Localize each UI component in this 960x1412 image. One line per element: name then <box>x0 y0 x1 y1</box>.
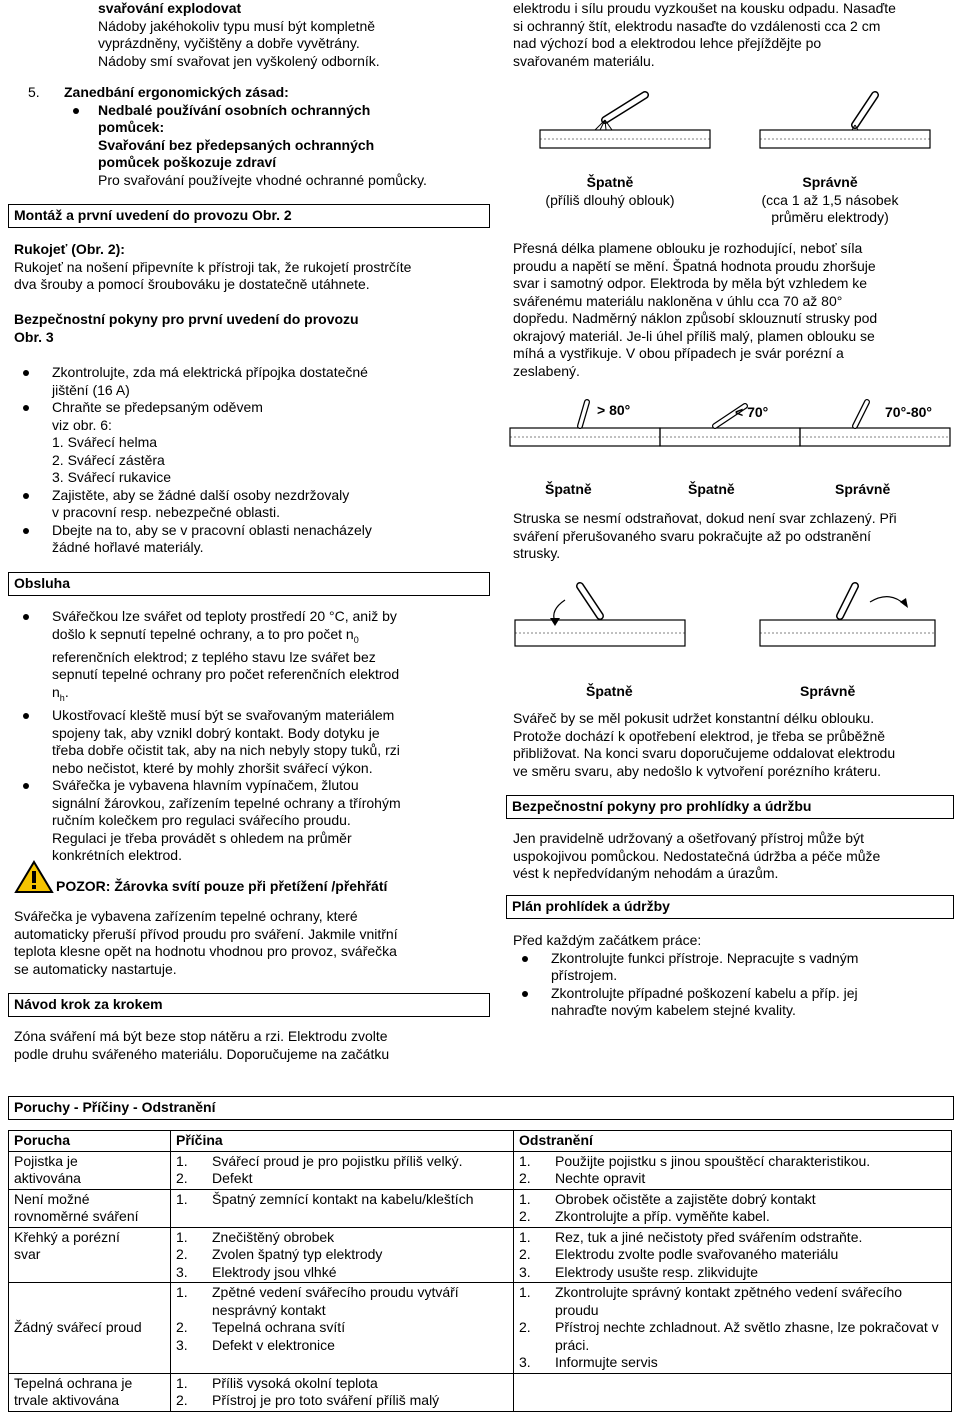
rukojet-line: Rukojeť na nošení připevníte k přístroji tak, že rukojetí prostrčíte <box>14 258 412 275</box>
fig1-wrong-label: Špatně <box>586 174 634 190</box>
cause-cell: 1. Zpětné vedení svářecího proudu vytváří nesprávný kontakt 2. Tepelná ochrana svítí 3. Defekt v elektronice <box>171 1283 514 1374</box>
obsluha-list <box>14 608 484 865</box>
bezp-heading: Obr. 3 <box>14 328 54 345</box>
thermal-line: teplota klesne opět na hodnotu vhodnou pro provoz, svářečka <box>14 943 397 959</box>
fix-cell: 1. Obrobek očistěte a zajistěte dobrý kontakt 2. Zkontrolujte a příp. vyměňte kabel. <box>514 1189 952 1227</box>
intro-line: nad výchozí bod a elektrodou lehce přejíždějte po <box>513 35 822 51</box>
top-warning-block <box>98 0 380 70</box>
ergonomics-section <box>28 84 488 189</box>
gear-item: 3. Svářecí rukavice <box>52 469 172 485</box>
col-header: Odstranění <box>514 1131 952 1152</box>
fault-cell: Tepelná ochrana je trvale aktivována <box>9 1373 171 1411</box>
warning-triangle-icon <box>14 860 54 894</box>
fault-cell: Není možné rovnoměrné sváření <box>9 1189 171 1227</box>
fault-cell: Pojistka je aktivována <box>9 1151 171 1189</box>
fig1-right-note: (cca 1 až 1,5 násobek <box>761 191 899 208</box>
fig1-right-note: průměru elektrody) <box>771 209 889 225</box>
maintenance-text: Jen pravidelně udržovaný a ošetřovaný přístroj může být uspokojivou pomůckou. Nedostatečná údržba a péče může vést k nepředvídaným nehodám a úrazům. <box>513 830 881 881</box>
weld-end-figure <box>510 580 940 660</box>
list-item: Zajistěte, aby se žádné další osoby nezdržovaly v pracovní resp. nebezpečné oblasti. <box>14 487 484 522</box>
table-header-row <box>9 1131 952 1152</box>
list-item: Zkontrolujte případné poškození kabelu a příp. jej nahraďte novým kabelem stejné kvality. <box>513 985 953 1020</box>
fig2-label: Správně <box>835 481 891 497</box>
obsluha-heading: Obsluha <box>8 572 490 596</box>
fig1-right-label: Správně <box>802 174 858 190</box>
table-row <box>9 1283 952 1374</box>
gear-list <box>52 434 484 487</box>
rukojet-heading: Rukojeť (Obr. 2): <box>14 241 125 257</box>
fig3-label: Správně <box>800 683 856 699</box>
montaz-heading: Montáž a první uvedení do provozu Obr. 2 <box>8 204 490 228</box>
ergo-bold-line: Svařování bez předepsaných ochranných <box>98 136 375 153</box>
cause-cell: 1. Svářecí proud je pro pojistku příliš velký. 2. Defekt <box>171 1151 514 1189</box>
fix-cell: 1. Použijte pojistku s jinou spouštěcí charakteristikou. 2. Nechte opravit <box>514 1151 952 1189</box>
intro-line: svařovaném materiálu. <box>513 52 655 69</box>
list-item: Dbejte na to, aby se v pracovní oblasti nenacházely žádné hořlavé materiály. <box>14 522 484 557</box>
gear-item: 1. Svářecí helma <box>52 434 158 450</box>
rukojet-section <box>14 241 484 294</box>
rukojet-line: dva šrouby a pomocí šroubováku je dostatečně utáhnete. <box>14 276 370 292</box>
faults-heading: Poruchy - Příčiny - Odstranění <box>8 1096 954 1120</box>
plan-heading: Plán prohlídek a údržby <box>506 895 954 919</box>
ergo-bullet <box>28 102 488 190</box>
obsluha-section <box>14 608 484 865</box>
list-item: Svářečkou lze svářet od teploty prostředí 20 °C, aniž by došlo k sepnutí tepelné ochrany, a to pro počet $n_0$ referenčních elektrod; z teplého stavu lze svářet bez sepnutí tepelné ochrany pro počet referenčních elektrod $n_h$. <box>14 608 484 707</box>
fig1-wrong-note: (příliš dlouhý oblouk) <box>545 191 675 208</box>
thermal-section <box>14 908 484 978</box>
arc-length-figure <box>520 90 940 170</box>
thermal-line: automaticky přeruší přívod proudu pro sváření. Jakmile vnitřní <box>14 925 398 942</box>
fix-cell <box>514 1373 952 1411</box>
fix-cell: 1. Rez, tuk a jiné nečistoty před svářením odstraňte. 2. Elektrodu zvolte podle svařovaného materiálu 3. Elektrody usušte resp. zlikvidujte <box>514 1227 952 1283</box>
angle-label: > 80° <box>597 402 631 418</box>
ergo-text: Pro svařování používejte vhodné ochranné pomůcky. <box>98 171 427 188</box>
plan-intro: Před každým začátkem práce: <box>513 932 702 948</box>
angle-label: 70°-80° <box>885 404 933 420</box>
thermal-line: se automaticky nastartuje. <box>14 960 177 977</box>
plan-section <box>513 932 953 1020</box>
fix-cell: 1. Zkontrolujte správný kontakt zpětného vedení svářecího proudu 2. Přístroj nechte zchladnout. Až světlo zhasne, lze pokračovat v práci. 3. Informujte servis <box>514 1283 952 1374</box>
intro-line: elektrodu i sílu proudu vyzkoušet na kousku odpadu. Nasaďte <box>513 0 896 16</box>
bezp-list <box>14 364 484 557</box>
intro-line: si ochranný štít, elektrodu nasaďte do vzdálenosti cca 2 cm <box>513 17 881 34</box>
top-heading: svařování explodovat <box>98 0 242 16</box>
fault-cell: Žádný svářecí proud <box>9 1283 171 1374</box>
col-header: Příčina <box>171 1131 514 1152</box>
list-item: Chraňte se předepsaným oděvem viz obr. 6: 1. Svářecí helma 2. Svářecí zástěra 3. Svářecí rukavice <box>14 399 484 487</box>
table-row <box>9 1189 952 1227</box>
cause-cell: 1. Špatný zemnící kontakt na kabelu/kleštích <box>171 1189 514 1227</box>
maintenance-safety-heading: Bezpečnostní pokyny pro prohlídky a údržbu <box>506 795 954 819</box>
list-item: Zkontrolujte funkci přístroje. Nepracujte s vadným přístrojem. <box>513 950 953 985</box>
table-row <box>9 1227 952 1283</box>
col-header: Porucha <box>9 1131 171 1152</box>
fig3-label: Špatně <box>586 683 633 699</box>
first-start-safety <box>14 311 484 557</box>
warning-text: POZOR: Žárovka svítí pouze při přetížení /přehřátí <box>56 878 388 894</box>
wrong-arc-illustration <box>540 95 710 148</box>
navod-line: podle druhu svářeného materiálu. Doporučujeme na začátku <box>14 1045 390 1062</box>
ergo-bold-line: Nedbalé používání osobních ochranných <box>98 101 371 118</box>
bezp-heading: Bezpečnostní pokyny pro první uvedení do provozu <box>14 311 359 327</box>
faults-table <box>8 1130 952 1412</box>
ergo-heading: Zanedbání ergonomických zásad: <box>64 84 289 100</box>
list-item: Ukostřovací kleště musí být se svařovaným materiálem spojeny tak, aby vznikl dobrý kontakt. Body dotyku je třeba dobře očistit tak, aby na nich nebyly stopy tuků, rzi nebo nečistot, které by mohly zhoršit svářecí výkon. <box>14 707 484 777</box>
top-line: Nádoby jakéhokoliv typu musí být kompletně <box>98 17 376 34</box>
right-intro <box>513 0 953 70</box>
bullet-dot <box>73 108 79 114</box>
warning-row <box>14 860 484 896</box>
fault-cell: Křehký a porézní svar <box>9 1227 171 1283</box>
thermal-line: Svářečka je vybavena zařízením tepelné ochrany, které <box>14 908 358 924</box>
cause-cell: 1. Znečištěný obrobek 2. Zvolen špatný typ elektrody 3. Elektrody jsou vlhké <box>171 1227 514 1283</box>
slag-text: Struska se nesmí odstraňovat, dokud není svar zchlazený. Při sváření přerušovaného svaru pokračujte až po odstranění strusky. <box>513 510 897 561</box>
ergo-number: 5. <box>28 84 40 100</box>
right-arc-illustration <box>760 95 930 148</box>
navod-section <box>14 1028 484 1063</box>
ergo-bold-line: pomůcek poškozuje zdraví <box>98 154 277 170</box>
arc-text: Přesná délka plamene oblouku je rozhodující, neboť síla proudu a napětí se mění. Špatná hodnota proudu zhoršuje svar i samotný odpor. Elektroda by měla být vzhledem ke svářenému materiálu nakloněna v úhlu cca 70 až 80° dopředu. Nadměrný náklon způsobí sklouznutí strusky pod okrajový materiál. Je-li úhel příliš malý, plamen oblouku se míhá a vystřikuje. V obou případech je svár porézní a zeslabený. <box>513 240 878 379</box>
fig2-label: Špatně <box>688 481 735 497</box>
plan-list <box>513 950 953 1020</box>
list-item: Svářečka je vybavena hlavním vypínačem, žlutou signální žárovkou, zařízením tepelné ochrany a třírohým ručním kolečkem pro regulaci svářecího proudu. Regulaci je třeba provádět s ohledem na průměr konkrétních elektrod. <box>14 777 484 865</box>
fig1-right <box>740 174 920 227</box>
ergo-bold-line: pomůcek: <box>98 119 165 135</box>
list-item: Zkontrolujte, zda má elektrická přípojka dostatečné jištění (16 A) <box>14 364 484 399</box>
fig1-wrong <box>520 174 700 209</box>
top-line: Nádoby smí svařovat jen vyškolený odborník. <box>98 52 380 69</box>
table-row <box>9 1373 952 1411</box>
cause-cell: 1. Příliš vysoká okolní teplota 2. Přístroj je pro toto sváření příliš malý <box>171 1373 514 1411</box>
table-row <box>9 1151 952 1189</box>
arc-length-text: Svářeč by se měl pokusit udržet konstantní délku oblouku. Protože dochází k opotřebení elektrod, je třeba se průběžně přibližovat. Na konci svaru doporučujeme oddalovat elektrodu ve směru svaru, aby nedošlo k vytvoření porézního kráteru. <box>513 710 896 779</box>
top-line: vyprázdněny, vyčištěny a dobře vyvětrány. <box>98 35 360 51</box>
navod-heading: Návod krok za krokem <box>8 993 490 1017</box>
angle-label: < 70° <box>735 404 769 420</box>
gear-item: 2. Svářecí zástěra <box>52 451 165 468</box>
fig2-label: Špatně <box>545 481 592 497</box>
navod-line: Zóna sváření má být beze stop nátěru a rzi. Elektrodu zvolte <box>14 1028 388 1044</box>
